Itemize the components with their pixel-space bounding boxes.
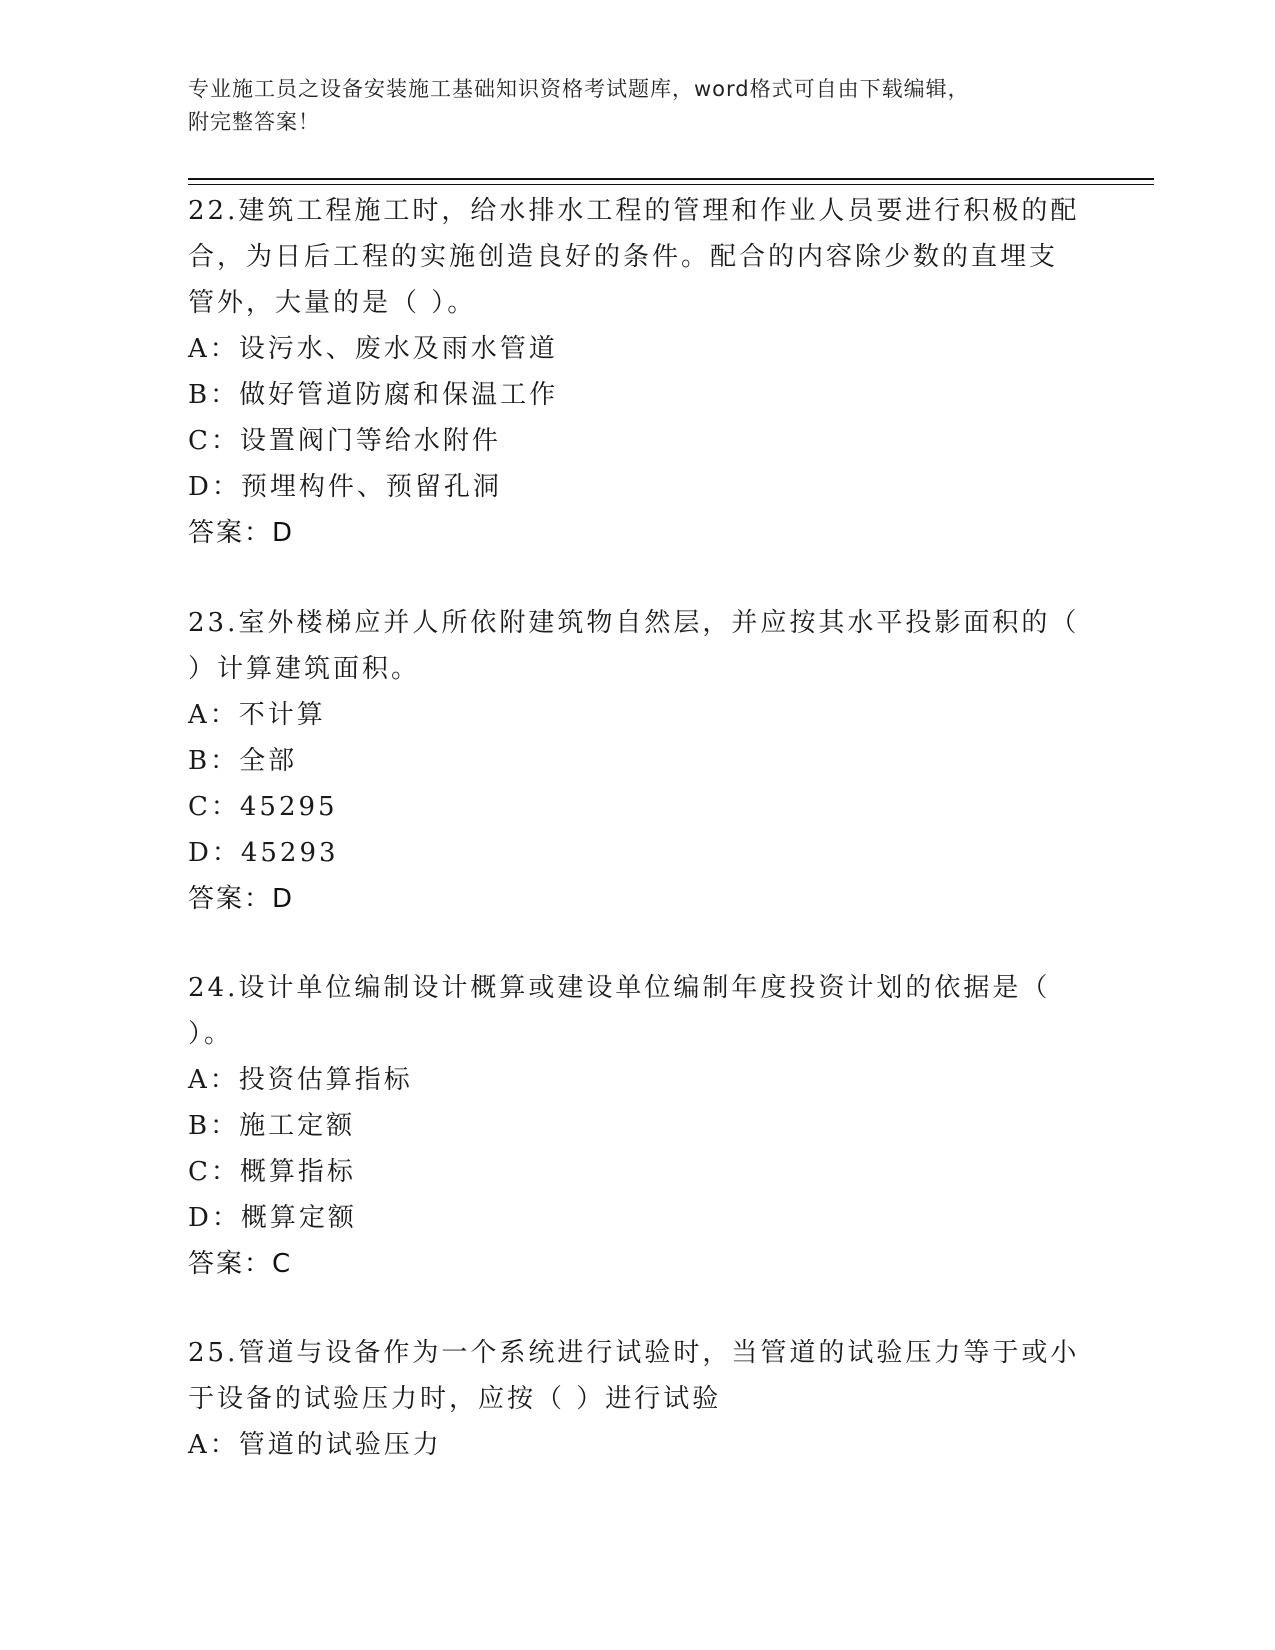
option-c: C：设置阀门等给水附件	[188, 426, 501, 456]
answer-line: 答案：D	[188, 518, 295, 548]
option-c: C：概算指标	[188, 1157, 356, 1187]
option-d: D：概算定额	[188, 1203, 357, 1233]
option-d: D：45293	[188, 838, 339, 868]
question-text-line: ）。	[188, 1019, 234, 1049]
question-text-line: 合，为日后工程的实施创造良好的条件。配合的内容除少数的直埋支	[188, 242, 1059, 272]
question-text-line: 管外，大量的是（ ）。	[188, 288, 477, 318]
header-divider-thick	[188, 178, 1154, 180]
answer-line: 答案：C	[188, 1249, 293, 1279]
option-a: A：投资估算指标	[188, 1065, 413, 1095]
question-22	[188, 188, 1108, 556]
header-line-2: 附完整答案！	[188, 110, 320, 134]
option-b: B：做好管道防腐和保温工作	[188, 380, 559, 410]
option-b: B：全部	[188, 746, 298, 776]
option-c: C：45295	[188, 792, 338, 822]
header-divider-thin	[188, 184, 1154, 185]
header-line-1: 专业施工员之设备安装施工基础知识资格考试题库，word格式可自由下载编辑，	[188, 77, 970, 101]
document-header	[188, 73, 1088, 139]
question-text-line: 22.建筑工程施工时，给水排水工程的管理和作业人员要进行积极的配	[188, 196, 1080, 226]
option-a: A：管道的试验压力	[188, 1430, 442, 1460]
question-text-line: ）计算建筑面积。	[188, 654, 421, 684]
question-24	[188, 965, 1108, 1287]
question-text-line: 25.管道与设备作为一个系统进行试验时，当管道的试验压力等于或小	[188, 1338, 1080, 1368]
question-text-line: 24.设计单位编制设计概算或建设单位编制年度投资计划的依据是（	[188, 973, 1051, 1003]
option-a: A：不计算	[188, 700, 326, 730]
option-b: B：施工定额	[188, 1111, 356, 1141]
question-text-line: 于设备的试验压力时，应按（ ）进行试验	[188, 1384, 722, 1414]
option-d: D：预埋构件、预留孔洞	[188, 472, 502, 502]
answer-line: 答案：D	[188, 884, 295, 914]
option-a: A：设污水、废水及雨水管道	[188, 334, 558, 364]
question-23	[188, 600, 1108, 922]
question-text-line: 23.室外楼梯应并人所依附建筑物自然层，并应按其水平投影面积的（	[188, 608, 1080, 638]
question-25	[188, 1330, 1108, 1468]
